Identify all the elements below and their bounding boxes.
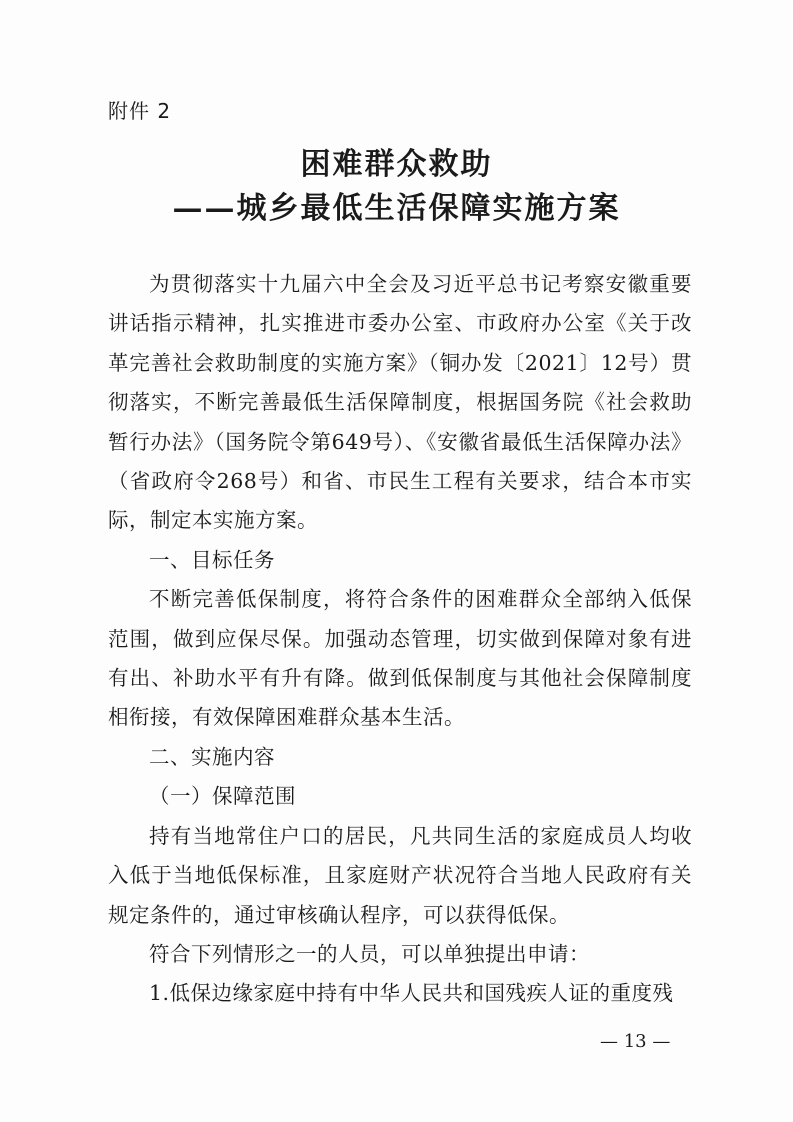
eligibility-intro-paragraph: 符合下列情形之一的人员，可以单独提出申请： [149, 941, 590, 966]
page-number: — 13 — [600, 1031, 671, 1052]
subsection-heading-scope: （一）保障范围 [149, 784, 296, 809]
eligibility-item-1: 1.低保边缘家庭中持有中华人民共和国残疾人证的重度残 [149, 981, 674, 1006]
section-heading-goals: 一、目标任务 [149, 547, 275, 572]
scope-paragraph: 持有当地常住户口的居民，凡共同生活的家庭成员人均收入低于当地低保标准，且家庭财产状况符合当地人民政府有关规定条件的，通过审核确认程序，可以获得低保。 [108, 823, 692, 927]
document-subtitle: ——城乡最低生活保障实施方案 [172, 191, 621, 226]
document-title: 困难群众救助 [300, 147, 493, 182]
attachment-label: 附件 2 [108, 99, 172, 123]
intro-paragraph: 为贯彻落实十九届六中全会及习近平总书记考察安徽重要讲话指示精神，扎实推进市委办公室、市政府办公室《关于改革完善社会救助制度的实施方案》（铜办发〔2021〕12号）贯彻落实，不断完善最低生活保障制度，根据国务院《社会救助暂行办法》（国务院令第649号）、《安徽省最低生活保障办法》（省政府令268号）和省、市民生工程有关要求，结合本市实际，制定本实施方案。 [108, 272, 692, 533]
goals-paragraph: 不断完善低保制度，将符合条件的困难群众全部纳入低保范围，做到应保尽保。加强动态管理，切实做到保障对象有进有出、补助水平有升有降。做到低保制度与其他社会保障制度相衔接，有效保障困难群众基本生活。 [108, 587, 692, 730]
section-heading-content: 二、实施内容 [149, 744, 275, 769]
document-body [108, 265, 692, 1014]
